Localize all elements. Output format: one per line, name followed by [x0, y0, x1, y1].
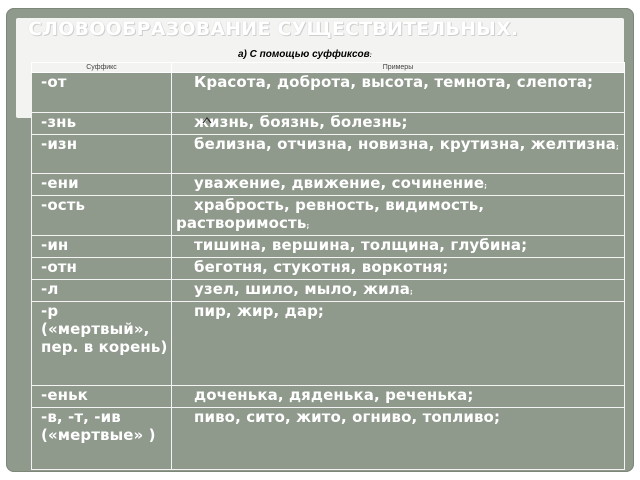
table-row	[32, 302, 625, 386]
suffix-cell: -изн	[32, 135, 172, 174]
suffix-cell: -р («мертвый», пер. в корень)	[32, 302, 172, 386]
table-header-row	[32, 63, 625, 73]
suffix-cell: -ость	[32, 196, 172, 236]
examples-tail: ;	[616, 143, 619, 151]
table-row	[32, 73, 625, 113]
examples-text: беготня, стукотня, воркотня;	[194, 258, 449, 276]
examples-tail: ;	[484, 182, 488, 190]
examples-text: узел, шило, мыло, жила	[194, 280, 411, 298]
suffix-cell: -еньк	[32, 386, 172, 408]
suffix-cell: -от	[32, 73, 172, 113]
suffix-cell: -отн	[32, 258, 172, 280]
examples-text: Красота, доброта, высота, темнота, слепота;	[194, 73, 594, 91]
examples-cell	[172, 174, 625, 196]
suffix-cell: -л	[32, 280, 172, 302]
suffix-cell: -в, -т, -ив («мертвые» )	[32, 408, 172, 470]
examples-cell	[172, 302, 625, 386]
examples-cell	[172, 386, 625, 408]
suffix-table	[31, 62, 625, 470]
examples-cell	[172, 113, 625, 135]
examples-cell	[172, 280, 625, 302]
table-row	[32, 135, 625, 174]
examples-text: доченька, дяденька, реченька;	[194, 386, 474, 404]
suffix-table-wrap	[31, 62, 624, 470]
table-row	[32, 386, 625, 408]
subtitle-text: а) С помощью суффиксов	[238, 49, 370, 60]
examples-cell	[172, 258, 625, 280]
mouse-pointer-icon	[202, 116, 212, 124]
table-row	[32, 258, 625, 280]
subtitle-colon: :	[369, 53, 372, 59]
examples-tail: ;	[410, 288, 413, 296]
suffix-cell: -знь	[32, 113, 172, 135]
examples-cell	[172, 135, 625, 174]
examples-text: жизнь, боязнь, болезнь;	[194, 113, 408, 131]
examples-cell	[172, 196, 625, 236]
suffix-cell: -ени	[32, 174, 172, 196]
suffix-cell: -ин	[32, 236, 172, 258]
examples-text: белизна, отчизна, новизна, крутизна, желтизна	[194, 135, 617, 153]
examples-text: пиво, сито, жито, огниво, топливо;	[194, 408, 501, 426]
examples-tail: ;	[306, 222, 310, 230]
header-suffix: Суффикс	[32, 63, 172, 73]
table-row	[32, 196, 625, 236]
examples-cell	[172, 73, 625, 113]
examples-text: храбрость, ревность, видимость, растворимость	[176, 196, 485, 232]
examples-text: пир, жир, дар;	[194, 302, 324, 320]
slide-title: СЛОВООБРАЗОВАНИЕ СУЩЕСТВИТЕЛЬНЫХ.	[28, 18, 519, 40]
table-row	[32, 280, 625, 302]
table-row	[32, 236, 625, 258]
examples-cell	[172, 236, 625, 258]
header-examples: Примеры	[172, 63, 625, 73]
slide	[6, 8, 634, 472]
examples-cell	[172, 408, 625, 470]
examples-text: тишина, вершина, толщина, глубина;	[194, 236, 528, 254]
table-row	[32, 113, 625, 135]
table-row	[32, 174, 625, 196]
examples-text: уважение, движение, сочинение	[194, 174, 485, 192]
slide-subtitle	[238, 49, 372, 60]
table-row	[32, 408, 625, 470]
